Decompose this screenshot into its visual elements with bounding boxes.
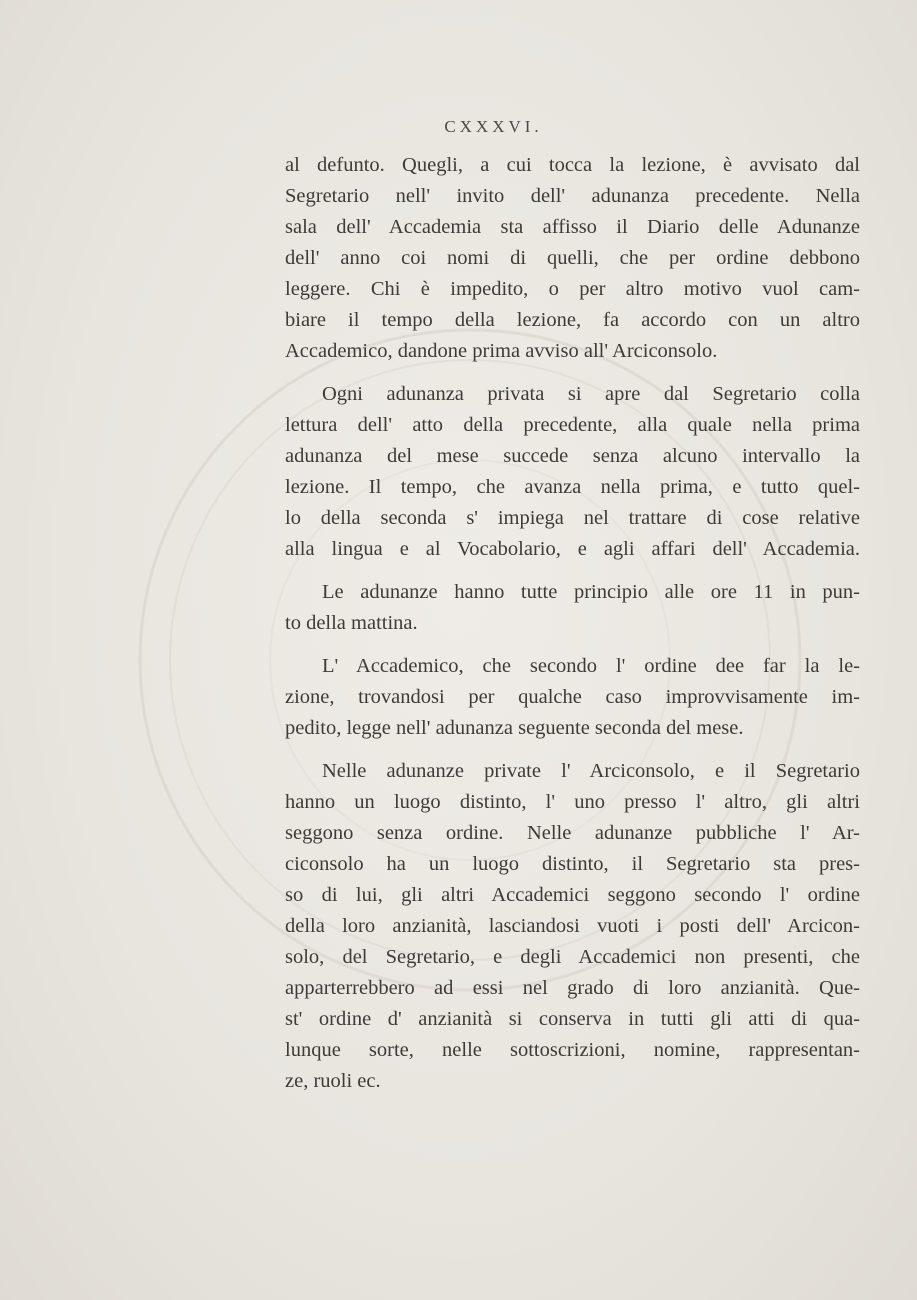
- text-line: hanno un luogo distinto, l' uno presso l' altro, gli altri: [285, 791, 860, 813]
- text-line: sala dell' Accademia sta affisso il Diario delle Adunanze: [285, 216, 860, 238]
- paragraph-2: [285, 379, 860, 565]
- text-line: Accademico, dandone prima avviso all' Arciconsolo.: [285, 340, 718, 362]
- page-folio-number: CXXXVI.: [444, 117, 543, 136]
- text-line: lezione. Il tempo, che avanza nella prima, e tutto quel-: [285, 476, 860, 498]
- text-line: so di lui, gli altri Accademici seggono secondo l' ordine: [285, 884, 860, 906]
- paragraph-5: [285, 756, 860, 1097]
- text-line: st' ordine d' anzianità si conserva in tutti gli atti di qua-: [285, 1008, 860, 1030]
- text-line: L' Accademico, che secondo l' ordine dee far la le-: [322, 655, 860, 677]
- text-line: al defunto. Quegli, a cui tocca la lezione, è avvisato dal: [285, 154, 860, 176]
- text-line: seggono senza ordine. Nelle adunanze pubbliche l' Ar-: [285, 822, 860, 844]
- text-line: biare il tempo della lezione, fa accordo con un altro: [285, 309, 860, 331]
- text-line: adunanza del mese succede senza alcuno intervallo la: [285, 445, 860, 467]
- text-line: dell' anno coi nomi di quelli, che per ordine debbono: [285, 247, 860, 269]
- paragraph-4: [285, 651, 860, 744]
- text-line: Nelle adunanze private l' Arciconsolo, e il Segretario: [322, 760, 860, 782]
- text-line: Segretario nell' invito dell' adunanza precedente. Nella: [285, 185, 860, 207]
- paragraph-1: [285, 150, 860, 367]
- text-line: apparterrebbero ad essi nel grado di loro anzianità. Que-: [285, 977, 860, 999]
- text-line: della loro anzianità, lasciandosi vuoti i posti dell' Arcicon-: [285, 915, 860, 937]
- text-line: lo della seconda s' impiega nel trattare di cose relative: [285, 507, 860, 529]
- text-line: alla lingua e al Vocabolario, e agli affari dell' Accademia.: [285, 538, 860, 560]
- text-line: ze, ruoli ec.: [285, 1070, 381, 1092]
- text-line: ciconsolo ha un luogo distinto, il Segretario sta pres-: [285, 853, 860, 875]
- text-line: Ogni adunanza privata si apre dal Segretario colla: [322, 383, 860, 405]
- text-line: pedito, legge nell' adunanza seguente seconda del mese.: [285, 717, 744, 739]
- text-line: leggere. Chi è impedito, o per altro motivo vuol cam-: [285, 278, 860, 300]
- text-line: lunque sorte, nelle sottoscrizioni, nomine, rappresentan-: [285, 1039, 860, 1061]
- text-line: Le adunanze hanno tutte principio alle ore 11 in pun-: [322, 581, 860, 603]
- text-line: lettura dell' atto della precedente, alla quale nella prima: [285, 414, 860, 436]
- text-line: solo, del Segretario, e degli Accademici non presenti, che: [285, 946, 860, 968]
- page-body-text: [285, 150, 860, 1109]
- text-line: to della mattina.: [285, 612, 418, 634]
- paragraph-3: [285, 577, 860, 639]
- text-line: zione, trovandosi per qualche caso improvvisamente im-: [285, 686, 860, 708]
